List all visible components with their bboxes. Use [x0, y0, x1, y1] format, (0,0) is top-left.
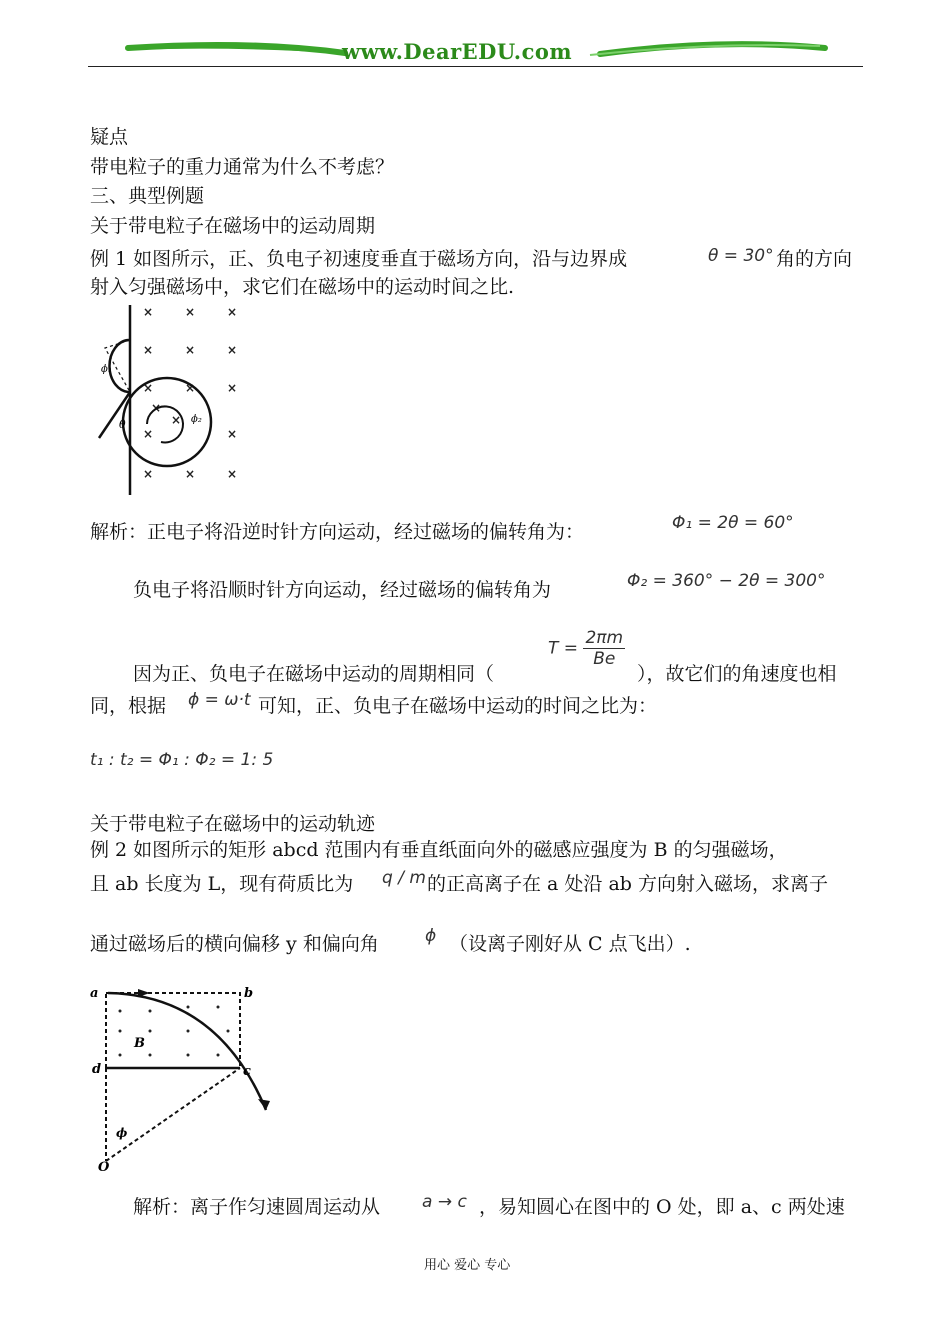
- figure-rectangle-field: [88, 975, 288, 1175]
- line-yidian: 疑点: [90, 126, 129, 148]
- example1-line2: 射入匀强磁场中，求它们在磁场中的运动时间之比.: [90, 276, 515, 298]
- fig2-label-phi: ϕ: [116, 1126, 128, 1140]
- fig2-label-O: O: [98, 1160, 110, 1175]
- math-phi1: Φ₁ = 2θ = 60°: [672, 513, 794, 533]
- svg-text:×: ×: [143, 427, 154, 441]
- math-a-to-c: a → c: [422, 1192, 467, 1212]
- solution1-line4-start: 同，根据: [90, 695, 167, 717]
- period-fraction: [583, 628, 625, 669]
- svg-text:×: ×: [185, 381, 196, 395]
- svg-text:×: ×: [227, 381, 238, 395]
- svg-text:×: ×: [151, 401, 162, 415]
- example2-line2-end: 的正高离子在 a 处沿 ab 方向射入磁场，求离子: [427, 873, 828, 895]
- section-heading: 三、典型例题: [90, 185, 205, 207]
- site-name: www.DearEDU.com: [342, 39, 573, 64]
- svg-text:×: ×: [143, 381, 154, 395]
- period-numerator: 2πm: [585, 628, 624, 648]
- example1-line1-end: 角的方向: [776, 248, 853, 270]
- solution2-line1-end: ，易知圆心在图中的 O 处，即 a、c 两处速: [479, 1196, 845, 1218]
- math-period-formula: [548, 628, 625, 669]
- svg-text:×: ×: [143, 343, 154, 357]
- example2-line2-start: 且 ab 长度为 L，现有荷质比为: [90, 873, 354, 895]
- svg-text:×: ×: [227, 343, 238, 357]
- topic-period: 关于带电粒子在磁场中的运动周期: [90, 215, 376, 237]
- svg-text:×: ×: [185, 343, 196, 357]
- math-phi: ϕ: [425, 926, 437, 946]
- svg-text:×: ×: [227, 305, 238, 319]
- fig2-label-a: a: [90, 986, 99, 1001]
- svg-text:×: ×: [143, 467, 154, 481]
- line-question: 带电粒子的重力通常为什么不考虑？: [90, 156, 395, 178]
- svg-text:×: ×: [185, 467, 196, 481]
- fig2-label-B: B: [134, 1036, 145, 1051]
- example2-line3-start: 通过磁场后的横向偏移 y 和偏向角: [90, 933, 379, 955]
- topic-trajectory: 关于带电粒子在磁场中的运动轨迹: [90, 813, 376, 835]
- math-phi2: Φ₂ = 360° − 2θ = 300°: [627, 571, 826, 591]
- figure-electron-trajectories: [85, 300, 255, 500]
- example1-line1: 例 1 如图所示，正、负电子初速度垂直于磁场方向，沿与边界成: [90, 248, 628, 270]
- solution1-line1: 解析：正电子将沿逆时针方向运动，经过磁场的偏转角为：: [90, 521, 585, 543]
- field-cross-marks: [143, 305, 237, 481]
- fig1-phi1-label: ϕ₁: [101, 364, 112, 375]
- example2-line1: 例 2 如图所示的矩形 abcd 范围内有垂直纸面向外的磁感应强度为 B 的匀强磁场，: [90, 839, 788, 861]
- period-lhs: T =: [548, 638, 579, 659]
- header-logo: [120, 36, 830, 68]
- math-q-over-m: q / m: [382, 868, 426, 888]
- header-rule: [88, 66, 863, 67]
- example2-line3-end: （设离子刚好从 C 点飞出）.: [449, 933, 691, 955]
- math-phi-omega-t: ϕ = ω·t: [188, 690, 251, 710]
- svg-text:×: ×: [227, 427, 238, 441]
- page-footer: 用心 爱心 专心: [424, 1258, 511, 1273]
- fig1-phi2-label: ϕ₂: [191, 414, 202, 425]
- fig2-label-d: d: [92, 1062, 102, 1077]
- fig2-label-c: c: [243, 1064, 251, 1079]
- solution1-line3-end: ），故它们的角速度也相: [637, 663, 837, 685]
- math-time-ratio: t₁ : t₂ = Φ₁ : Φ₂ = 1: 5: [90, 750, 274, 770]
- solution1-line3: 因为正、负电子在磁场中运动的周期相同（: [133, 663, 495, 685]
- svg-text:×: ×: [227, 467, 238, 481]
- solution2-line1-start: 解析：离子作匀速圆周运动从: [133, 1196, 381, 1218]
- svg-text:×: ×: [143, 305, 154, 319]
- fig2-label-b: b: [244, 986, 254, 1001]
- solution1-line2: 负电子将沿顺时针方向运动，经过磁场的偏转角为: [133, 579, 552, 601]
- math-theta30: θ = 30°: [708, 246, 774, 266]
- svg-text:×: ×: [185, 305, 196, 319]
- period-denominator: Be: [593, 649, 616, 669]
- solution1-line4: 可知，正、负电子在磁场中运动的时间之比为：: [258, 695, 658, 717]
- fig1-theta-label: θ: [119, 418, 126, 431]
- svg-text:×: ×: [171, 413, 182, 427]
